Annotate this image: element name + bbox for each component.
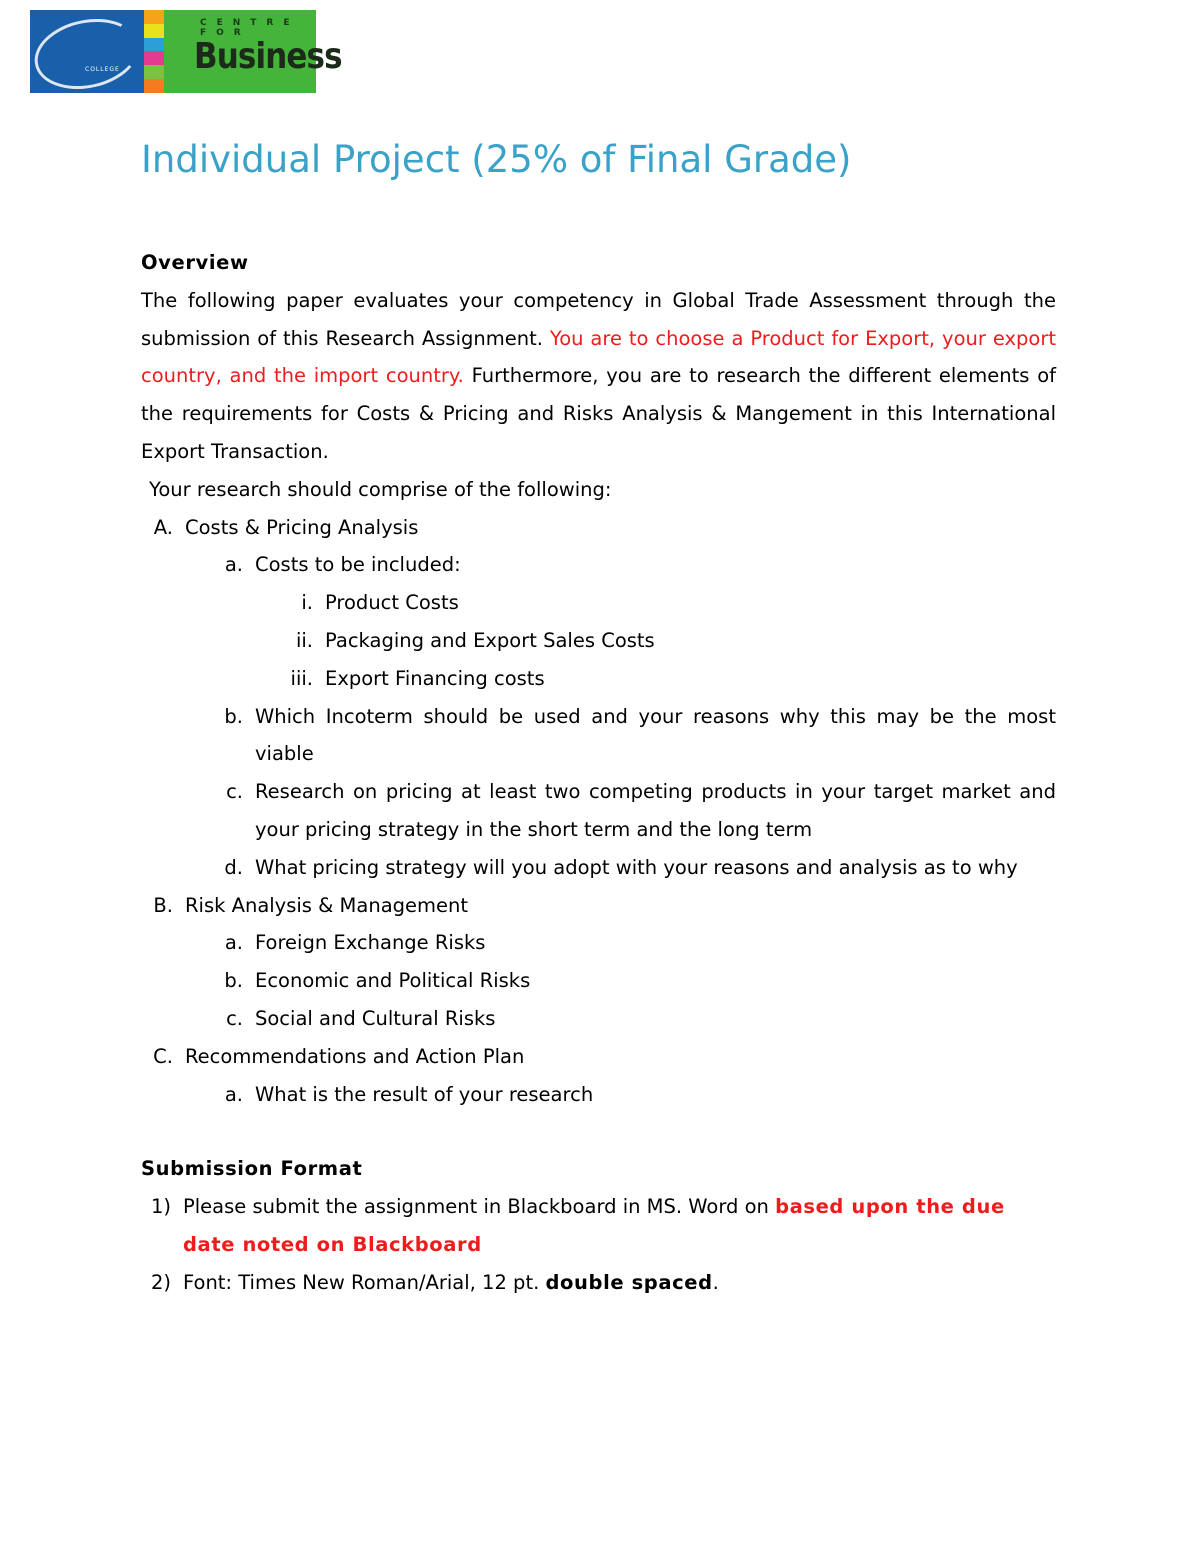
george-brown-logo: [30, 10, 342, 93]
list-marker: ii.: [295, 628, 313, 652]
submission-item: [141, 1264, 1056, 1302]
list-item: [141, 660, 1056, 698]
list-item: [141, 773, 1056, 849]
research-intro: Your research should comprise of the following:: [149, 477, 612, 501]
list-item-label: Packaging and Export Sales Costs: [325, 628, 655, 652]
logo-color-stripes: [144, 10, 164, 93]
list-item-label: What pricing strategy will you adopt with your reasons and analysis as to why: [255, 855, 1018, 879]
overview-text-2: Furthermore, you are to research the different elements of the requirements for Costs & Pricing and Risks Analysis & Mangement in this International Export Transaction.: [141, 364, 1056, 463]
list-marker: b.: [224, 704, 243, 728]
submission-item: [141, 1188, 1056, 1264]
logo-line2: [50, 44, 144, 64]
submission-emphasis: based upon the due date noted on Blackboard: [183, 1195, 1005, 1256]
submission-heading: Submission Format: [141, 1157, 363, 1181]
list-item: [141, 1000, 1056, 1038]
list-item-label: Economic and Political Risks: [255, 969, 531, 993]
list-item-label: Social and Cultural Risks: [255, 1006, 496, 1030]
list-item: [141, 622, 1056, 660]
logo-line3: COLLEGE: [85, 66, 120, 73]
list-marker: 2): [150, 1270, 171, 1294]
list-marker: C.: [153, 1044, 173, 1068]
logo-centre-for: CENTRE FOR: [200, 18, 300, 38]
submission-tail: .: [712, 1270, 719, 1294]
list-item-label: Export Financing costs: [325, 666, 545, 690]
list-marker: c.: [226, 1006, 243, 1030]
list-item-label: Foreign Exchange Risks: [255, 931, 486, 955]
section-label: Risk Analysis & Management: [185, 893, 469, 917]
list-item: [141, 546, 1056, 584]
overview-text-1: The following paper evaluates your competency in Global Trade Assessment through the submission of this Research Assignment.: [141, 288, 1056, 350]
list-item: [141, 849, 1056, 887]
list-marker: c.: [226, 780, 243, 804]
list-marker: 1): [150, 1195, 171, 1219]
list-marker: A.: [153, 515, 173, 539]
list-item-label: What is the result of your research: [255, 1082, 594, 1106]
section-label: Recommendations and Action Plan: [185, 1044, 525, 1068]
section-b: [141, 887, 1056, 925]
section-a: [141, 509, 1056, 547]
spacer: [141, 1113, 1056, 1150]
logo-green-panel: [164, 10, 342, 93]
overview-text-red: You are to choose a Product for Export, your export country, and the import country.: [141, 326, 1056, 388]
list-item: [141, 1076, 1056, 1114]
logo-blue-panel: [30, 10, 144, 93]
section-c: [141, 1038, 1056, 1076]
list-marker: i.: [301, 591, 313, 615]
page-title: Individual Project (25% of Final Grade): [141, 138, 852, 181]
list-marker: B.: [153, 893, 173, 917]
list-marker: iii.: [290, 666, 313, 690]
list-item: [141, 924, 1056, 962]
overview-heading: Overview: [141, 251, 249, 274]
submission-text: Please submit the assignment in Blackboard in MS. Word on: [183, 1195, 776, 1219]
list-marker: b.: [224, 969, 243, 993]
submission-emphasis: double spaced: [545, 1270, 713, 1294]
list-marker: a.: [224, 1082, 243, 1106]
overview-paragraph: [141, 282, 1056, 471]
list-marker: d.: [224, 855, 243, 879]
list-item-label: Product Costs: [325, 591, 459, 615]
list-item: [141, 698, 1056, 774]
section-label: Costs & Pricing Analysis: [185, 515, 419, 539]
list-item-label: Which Incoterm should be used and your reasons why this may be the most viable: [255, 704, 1056, 766]
list-marker: a.: [224, 931, 243, 955]
document-body: [141, 244, 1056, 1302]
list-item-label: Costs to be included:: [255, 553, 461, 577]
logo-business: Business: [194, 36, 342, 77]
list-item: [141, 584, 1056, 622]
list-item-label: Research on pricing at least two competing products in your target market and your pricing strategy in the short term and the long term: [255, 780, 1056, 841]
list-marker: a.: [224, 553, 243, 577]
list-item: [141, 962, 1056, 1000]
submission-text: Font: Times New Roman/Arial, 12 pt.: [183, 1270, 546, 1294]
